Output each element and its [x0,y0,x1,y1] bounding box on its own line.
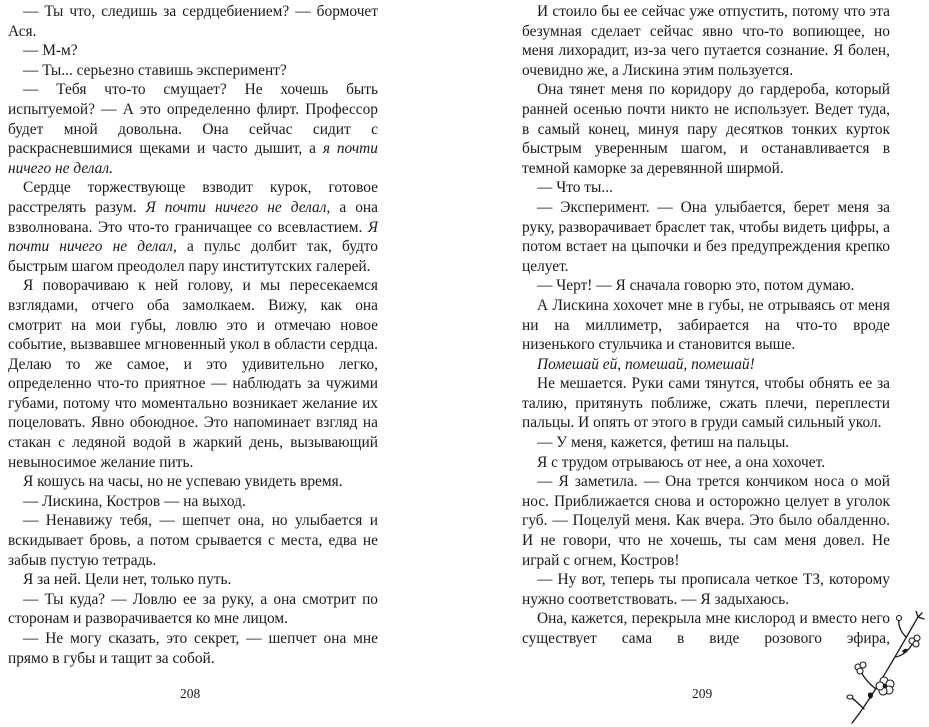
text-run: — Ненавижу тебя, — шепчет она, но улыбается и вскидывает бровь, а потом срывается с места, едва не забыв пустую тетрадь. [8,512,378,569]
paragraph [8,276,378,472]
page-number-left: 208 [180,686,201,701]
italic-text: Я почти ничего не делал, [8,218,378,256]
right-page-text [522,2,890,649]
flower-sprig-icon [846,611,928,725]
paragraph [522,276,890,296]
text-run: Она, кажется, перекрыла мне кислород и вместо него существует сама в виде розового эфира, [522,610,890,647]
text-run: — М-м? [23,42,78,60]
text-run: Не мешается. Руки сами тянутся, чтобы обнять ее за талию, притянуть поближе, сжать плечи, переплести пальцы. И опять от этого в груди самый сильный укол. [522,375,890,432]
left-page [0,0,464,727]
paragraph [522,2,890,80]
paragraph [8,80,378,178]
text-run: — Что ты... [537,179,613,197]
italic-text: Я почти ничего не делал [145,198,327,216]
text-run: — Ты... серьезно ставишь эксперимент? [23,61,287,79]
paragraph [8,492,378,512]
text-run: А Лискина хохочет мне в губы, не отрываясь от меня ни на миллиметр, забирается на что-то вроде низенького стульчика и становится выше. [522,296,890,354]
left-page-text [8,2,378,668]
text-run: — Лискина, Костров — на выход. [23,492,246,510]
paragraph [8,41,378,61]
text-run: — Ты что, следишь за сердцебиением? — бормочет Ася. [8,3,378,40]
text-run: — Ты куда? — Ловлю ее за руку, а она смотрит по сторонам и разворачивается ко мне лицом. [8,590,378,628]
text-run: Я поворачиваю к ней голову, и мы пересекаемся взглядами, отчего оба замолкаем. Вижу, как она смотрит на мои губы, ловлю это и отмечаю новое событие, вызвавшее мгновенный укол в области сердца. Делаю то же самое, и это удивительно легко, определенно что-то приятное — наблюдать за чужими губами, потому что моментально возникает желание их поцеловать. Явно обоюдное. Это напоминает взгляд на стакан с ледяной водой в жаркий день, вызывающий невыносимое желание пить. [8,277,378,471]
text-run: Она тянет меня по коридору до гардероба, который ранней осенью почти никто не использует. Ведет туда, в самый конец, минуя пару десятков тонких курток быстрым уверенным шагом, и останавливается в темной каморке за деревянной ширмой. [522,81,890,177]
text-run: — Не могу сказать, это секрет, — шепчет она мне прямо в губы и тащит за собой. [8,630,378,667]
paragraph [522,453,890,473]
text-run: И стоило бы ее сейчас уже отпустить, потому что эта безумная сделает сейчас явно что-то вопиющее, но меня лихорадит, из-за чего путается сознание. Я болен, очевидно же, а Лискина этим пользуется. [522,3,890,79]
paragraph [8,472,378,492]
paragraph [522,198,890,276]
text-run: Я кошусь на часы, но не успеваю увидеть время. [23,473,343,491]
paragraph [522,80,890,178]
text-run: Я за ней. Цели нет, только путь. [23,571,232,589]
italic-text: я почти ничего не делал. [8,140,378,177]
paragraph [522,296,890,355]
text-run: — Эксперимент. — Она улыбается, берет меня за руку, разворачивает браслет так, чтобы видеть цифры, а потом встает на цыпочки и без предупреждения крепко целует. [522,198,890,275]
text-run: — Я заметила. — Она трется кончиком носа о мой нос. Приближается снова и осторожно целует в уголок губ. — Поцелуй меня. Как вчера. Это было обалденно. И не говори, что не хочешь, ты сам меня довел. Не играй с огнем, Костров! [522,473,890,569]
text-run: а пульс долбит так, будто быстрым шагом преодолел пару институтских галерей. [8,238,378,275]
paragraph [8,511,378,570]
paragraph [522,374,890,433]
text-run: Сердце торжествующе взводит курок, готовое расстрелять разум. [8,179,378,216]
paragraph [8,2,378,41]
paragraph [8,629,378,668]
paragraph [522,433,890,453]
text-run: , а она взволнована. Это что-то граничащее со всевластием. [8,198,378,236]
paragraph [522,355,890,375]
paragraph [8,178,378,276]
text-run: — Ну вот, теперь ты прописала четкое ТЗ, которому нужно соответствовать. — Я задыхаюсь. [522,571,890,608]
text-run: — Черт! — Я сначала говорю это, потом думаю. [537,277,855,295]
text-run: Я с трудом отрываюсь от нее, а она хохочет. [537,453,826,471]
text-run: — У меня, кажется, фетиш на пальцы. [537,434,790,452]
paragraph [522,472,890,570]
paragraph [522,570,890,609]
page-number-right: 209 [692,686,713,701]
paragraph [522,178,890,198]
paragraph [8,61,378,81]
paragraph [522,609,890,648]
paragraph [8,590,378,629]
italic-text: Помешай ей, помешай, помешай! [537,355,755,373]
paragraph [8,570,378,590]
text-run: — Тебя что-то смущает? Не хочешь быть испытуемой? — А это определенно флирт. Профессор будет мной довольна. Она сейчас сидит с раскрасневшимися щеками и часто дышит, а [8,81,378,158]
